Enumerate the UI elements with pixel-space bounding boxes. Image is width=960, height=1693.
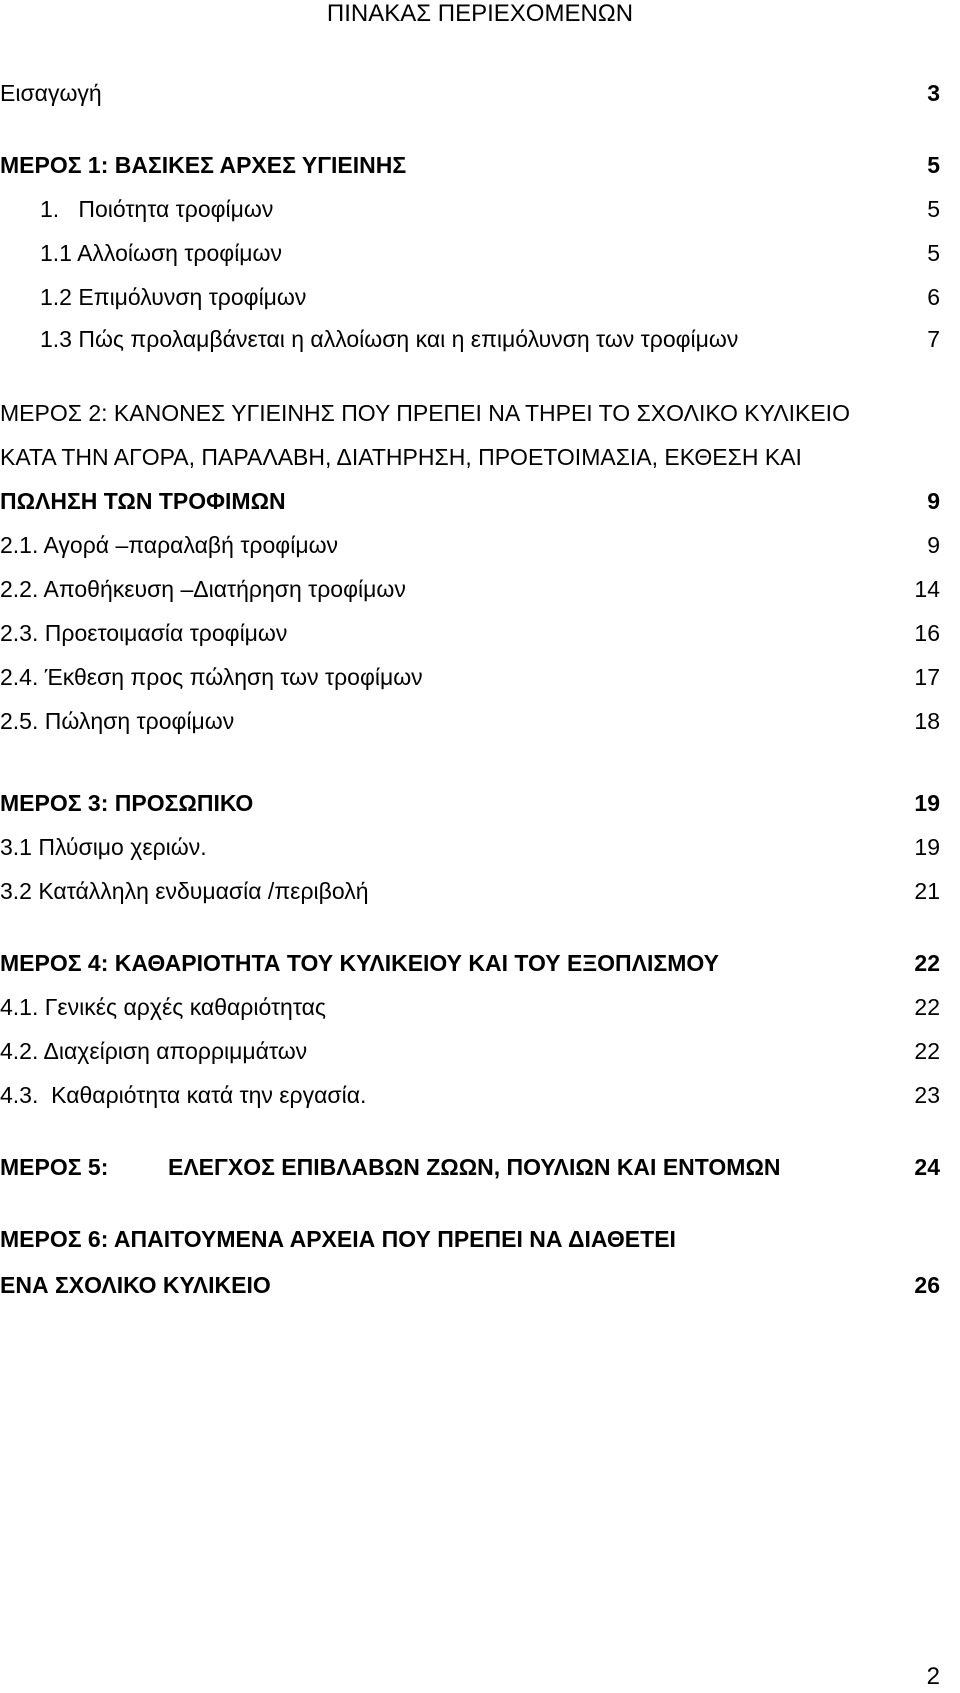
toc-entry-text: 3.1 Πλύσιμο χεριών. — [0, 834, 207, 860]
toc-entry-2-3 — [0, 616, 940, 650]
toc-entry-text: 2.4. Έκθεση προς πώληση των τροφίμων — [0, 664, 423, 690]
toc-entry-introduction — [0, 76, 940, 110]
toc-entry-1-1 — [0, 236, 940, 270]
toc-entry-3-1 — [0, 830, 940, 864]
toc-entry-page: 5 — [927, 152, 940, 178]
toc-entry-text: 2.1. Αγορά –παραλαβή τροφίμων — [0, 532, 339, 558]
toc-part-2-heading-line-3 — [0, 484, 940, 518]
toc-entry-page: 19 — [914, 834, 940, 860]
toc-entry-3-2 — [0, 874, 940, 908]
toc-entry-page: 17 — [914, 664, 940, 690]
toc-entry-page: 19 — [914, 790, 940, 816]
toc-entry-page: 23 — [914, 1082, 940, 1108]
toc-entry-text: 2.2. Αποθήκευση –Διατήρηση τροφίμων — [0, 576, 406, 602]
toc-entry-text: 4.3. Καθαριότητα κατά την εργασία. — [0, 1082, 367, 1108]
toc-entry-text: Εισαγωγή — [0, 80, 102, 106]
toc-part-2-heading-line-1 — [0, 396, 940, 430]
toc-entry-page: 22 — [914, 1038, 940, 1064]
toc-entry-text: 3.2 Κατάλληλη ενδυμασία /περιβολή — [0, 878, 369, 904]
toc-entry-page: 26 — [914, 1272, 940, 1298]
page-title: ΠΙΝΑΚΑΣ ΠΕΡΙΕΧΟΜΕΝΩΝ — [326, 0, 634, 27]
toc-entry-page: 5 — [927, 196, 940, 222]
toc-entry-1-2 — [0, 280, 940, 314]
toc-entry-text: 2.5. Πώληση τροφίμων — [0, 708, 235, 734]
toc-entry-text: ΜΕΡΟΣ 4: ΚΑΘΑΡΙΟΤΗΤΑ ΤΟΥ ΚΥΛΙΚΕΙΟΥ ΚΑΙ ΤΟΥ ΕΞΟΠΛΙΣΜΟΥ — [0, 950, 719, 976]
toc-part-2-heading-line-2 — [0, 440, 940, 474]
toc-entry-page: 16 — [914, 620, 940, 646]
toc-entry-page: 5 — [927, 240, 940, 266]
toc-entry-text: ΜΕΡΟΣ 2: ΚΑΝΟΝΕΣ ΥΓΙΕΙΝΗΣ ΠΟΥ ΠΡΕΠΕΙ ΝΑ ΤΗΡΕΙ ΤΟ ΣΧΟΛΙΚΟ ΚΥΛΙΚΕΙΟ — [0, 400, 850, 426]
toc-part-1-heading — [0, 148, 940, 182]
toc-entry-4-1 — [0, 990, 940, 1024]
toc-entry-2-2 — [0, 572, 940, 606]
toc-entry-page: 24 — [914, 1154, 940, 1180]
toc-entry-2-4 — [0, 660, 940, 694]
toc-entry-text: ΜΕΡΟΣ 3: ΠΡΟΣΩΠΙΚΟ — [0, 790, 254, 816]
toc-entry-page: 22 — [914, 994, 940, 1020]
toc-entry-text: ΜΕΡΟΣ 5: — [0, 1154, 109, 1180]
toc-entry-page: 6 — [927, 284, 940, 310]
toc-entry-page: 3 — [927, 80, 940, 106]
toc-entry-page: 14 — [914, 576, 940, 602]
toc-part-5-heading — [0, 1150, 940, 1184]
toc-entry-text: 4.1. Γενικές αρχές καθαριότητας — [0, 994, 326, 1020]
toc-entry-text-continued: ΕΛΕΓΧΟΣ ΕΠΙΒΛΑΒΩΝ ΖΩΩΝ, ΠΟΥΛΙΩΝ ΚΑΙ ΕΝΤΟΜΩΝ — [168, 1154, 781, 1180]
toc-part-6-heading-line-1 — [0, 1222, 940, 1256]
toc-entry-page: 9 — [927, 488, 940, 514]
toc-entry-text: ΚΑΤΑ ΤΗΝ ΑΓΟΡΑ, ΠΑΡΑΛΑΒΗ, ΔΙΑΤΗΡΗΣΗ, ΠΡΟΕΤΟΙΜΑΣΙΑ, ΕΚΘΕΣΗ ΚΑΙ — [0, 444, 802, 470]
toc-entry-page: 7 — [927, 326, 940, 352]
toc-entry-text: ΕΝΑ ΣΧΟΛΙΚΟ ΚΥΛΙΚΕΙΟ — [0, 1272, 271, 1298]
toc-entry-page: 22 — [914, 950, 940, 976]
toc-entry-2-5 — [0, 704, 940, 738]
toc-entry-page: 18 — [914, 708, 940, 734]
page-number: 2 — [926, 1663, 940, 1690]
toc-entry-page: 21 — [914, 878, 940, 904]
toc-part-6-heading-line-2 — [0, 1268, 940, 1302]
toc-entry-text: 1.2 Επιμόλυνση τροφίμων — [40, 284, 307, 310]
toc-entry-text: ΜΕΡΟΣ 6: ΑΠΑΙΤΟΥΜΕΝΑ ΑΡΧΕΙΑ ΠΟΥ ΠΡΕΠΕΙ ΝΑ ΔΙΑΘΕΤΕΙ — [0, 1226, 676, 1252]
toc-entry-text: 1. Ποιότητα τροφίμων — [40, 196, 274, 222]
toc-entry-4-2 — [0, 1034, 940, 1068]
toc-entry-1 — [0, 192, 940, 226]
toc-entry-text: 1.3 Πώς προλαμβάνεται η αλλοίωση και η επιμόλυνση των τροφίμων — [40, 326, 739, 352]
toc-entry-text: 4.2. Διαχείριση απορριμμάτων — [0, 1038, 308, 1064]
toc-part-3-heading — [0, 786, 940, 820]
toc-entry-4-3 — [0, 1078, 940, 1112]
toc-entry-page: 9 — [927, 532, 940, 558]
toc-entry-text: 1.1 Αλλοίωση τροφίμων — [40, 240, 283, 266]
toc-entry-2-1 — [0, 528, 940, 562]
toc-entry-1-3 — [0, 322, 940, 356]
toc-entry-text: 2.3. Προετοιμασία τροφίμων — [0, 620, 288, 646]
toc-entry-text: ΜΕΡΟΣ 1: ΒΑΣΙΚΕΣ ΑΡΧΕΣ ΥΓΙΕΙΝΗΣ — [0, 152, 407, 178]
toc-part-4-heading — [0, 946, 940, 980]
toc-entry-text: ΠΩΛΗΣΗ ΤΩΝ ΤΡΟΦΙΜΩΝ — [0, 488, 286, 514]
